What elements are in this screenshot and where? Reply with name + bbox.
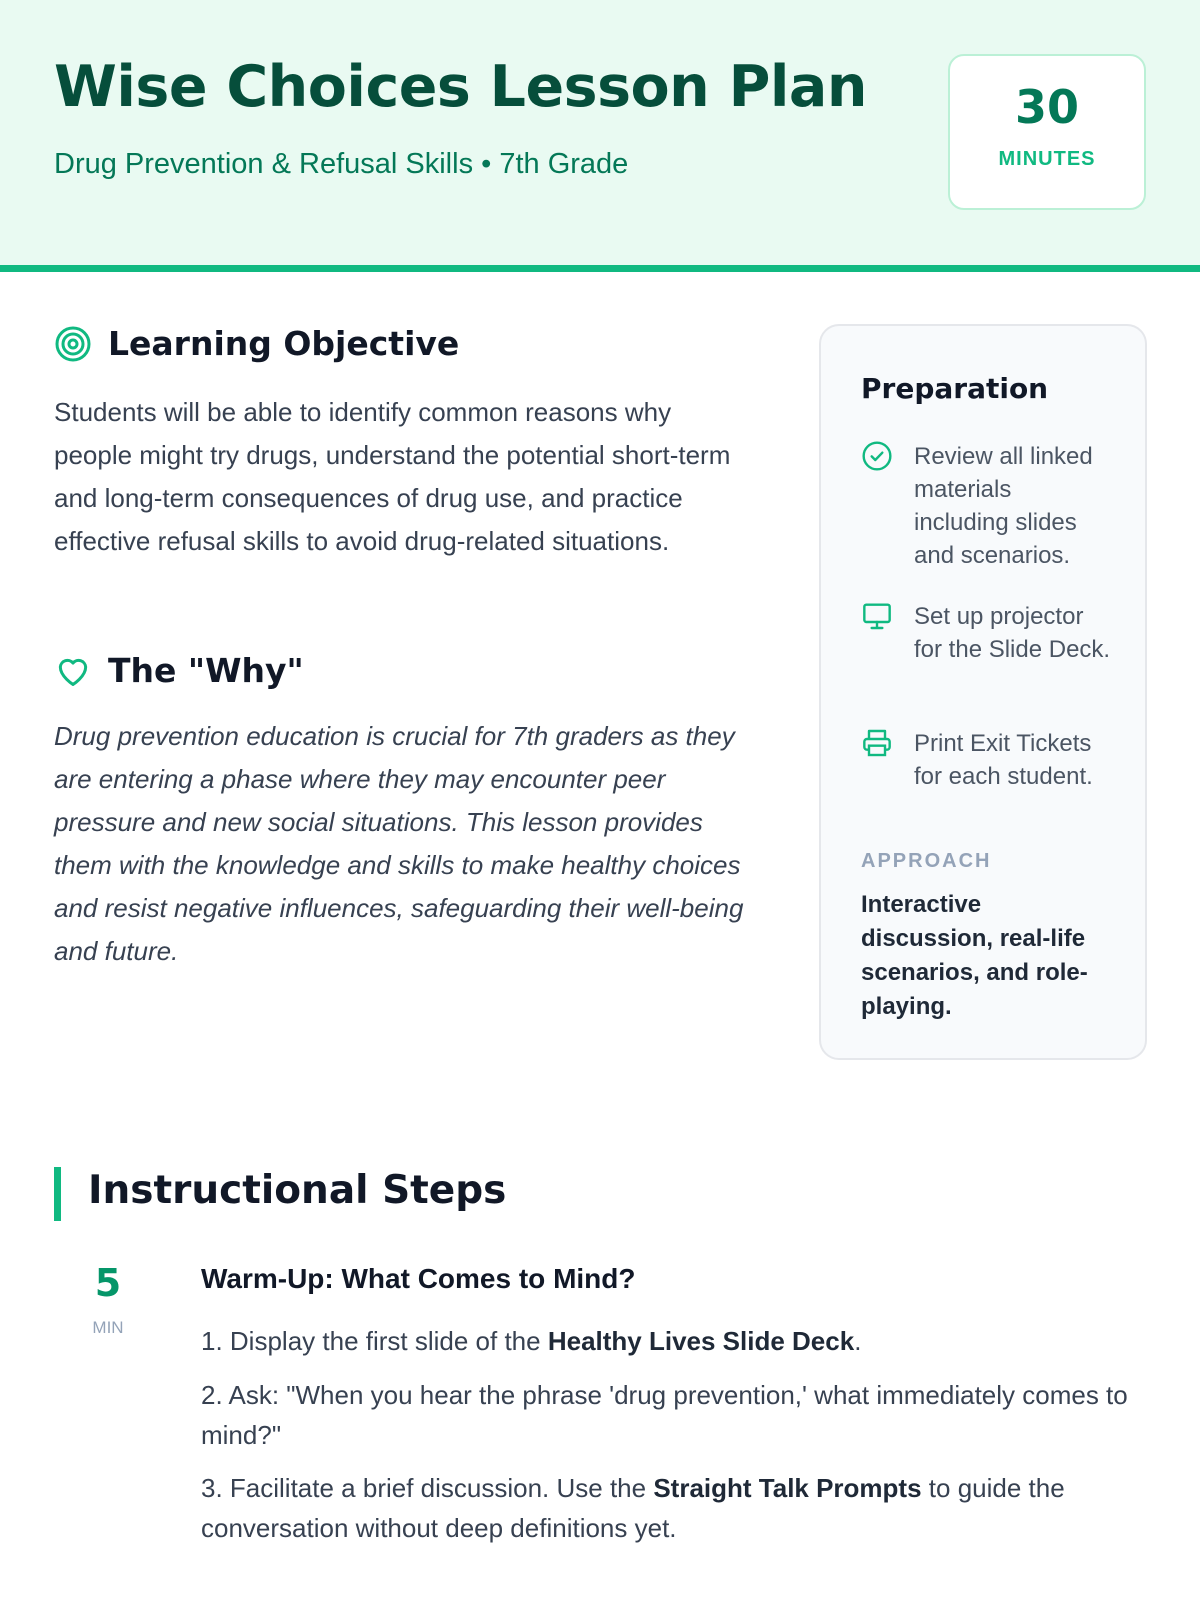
duration-value: 30 [1014, 80, 1079, 134]
step-duration [82, 1261, 134, 1338]
objective-title: Learning Objective [108, 324, 460, 363]
prep-item [861, 727, 1111, 793]
step-instruction [201, 1468, 1151, 1548]
preparation-title: Preparation [861, 372, 1049, 405]
step-instruction-text: . [854, 1326, 862, 1356]
prep-item-text: Review all linked materials including slides and scenarios. [914, 443, 1093, 569]
approach-text: Interactive discussion, real-life scenarios, and role-playing. [861, 891, 1088, 1020]
steps-title: Instructional Steps [88, 1168, 507, 1213]
step-material-name: Healthy Lives Slide Deck [547, 1326, 855, 1356]
step-minutes: 5 [94, 1261, 122, 1305]
step-instruction [201, 1321, 1151, 1361]
target-icon [54, 325, 92, 363]
printer-icon [861, 727, 893, 759]
page-subtitle: Drug Prevention & Refusal Skills • 7th Grade [54, 148, 629, 180]
step-title: Warm-Up: What Comes to Mind? [201, 1263, 636, 1294]
steps-accent-bar [54, 1167, 61, 1221]
why-heading [54, 651, 304, 690]
prep-item-text: Set up projector for the Slide Deck. [914, 603, 1111, 663]
step-instruction-text: 2. Ask: "When you hear the phrase 'drug prevention,' what immediately comes to mind?" [201, 1380, 1128, 1450]
step-instruction-text: 1. Display the first slide of the [201, 1326, 548, 1356]
preparation-card [819, 324, 1147, 1060]
why-text: Drug prevention education is crucial for 7th graders as they are entering a phase where they may encounter peer pressure and new social situations. This lesson provides them with the knowledge and skills to make healthy choices and resist negative influences, safeguarding their well-being and future. [54, 721, 744, 966]
step-minutes-unit: MIN [92, 1318, 124, 1337]
heart-icon [54, 652, 92, 690]
step-instruction-text: 3. Facilitate a brief discussion. Use the [201, 1473, 654, 1503]
lesson-header [0, 0, 1200, 272]
step-material-name: Straight Talk Prompts [653, 1473, 922, 1503]
check-circle-icon [861, 440, 893, 472]
objective-text: Students will be able to identify common reasons why people might try drugs, understand the potential short-term and long-term consequences of drug use, and practice effective refusal skills to avoid drug-related situations. [54, 397, 731, 556]
approach-label: APPROACH [861, 850, 992, 872]
prep-item [861, 600, 1111, 666]
why-title: The "Why" [108, 651, 304, 690]
page-title: Wise Choices Lesson Plan [54, 54, 867, 120]
prep-item-text: Print Exit Tickets for each student. [914, 730, 1093, 790]
monitor-icon [861, 600, 893, 632]
objective-heading [54, 324, 459, 363]
duration-unit: MINUTES [998, 148, 1096, 170]
step-instruction-text: to guide the conversation without deep definitions yet. [201, 1473, 1065, 1543]
step-instruction [201, 1375, 1151, 1455]
prep-item [861, 440, 1111, 572]
duration-badge [948, 54, 1146, 210]
